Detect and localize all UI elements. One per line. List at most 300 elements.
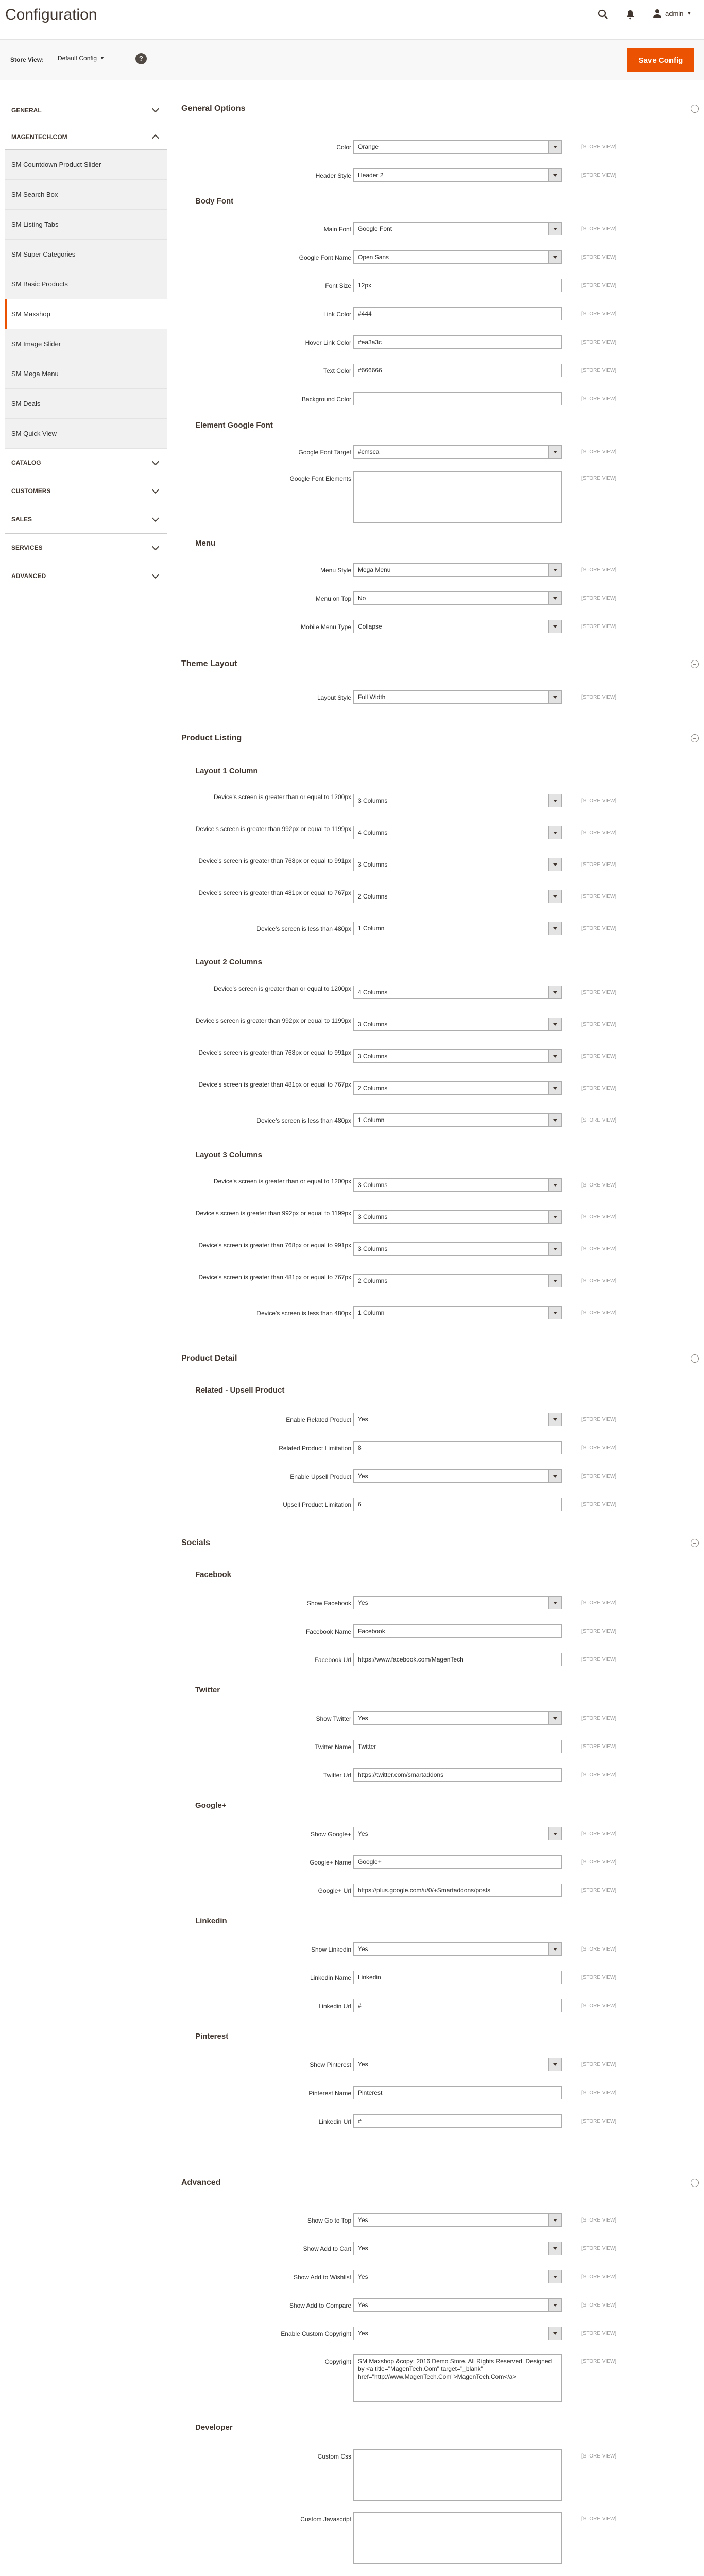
scope-label: [STORE VIEW] xyxy=(581,311,617,317)
linkedin-url-input[interactable]: # xyxy=(353,1999,562,2012)
menu-style-select[interactable] xyxy=(353,563,562,577)
section-socials[interactable] xyxy=(181,1538,699,1548)
caret-down-icon xyxy=(553,1087,557,1090)
select-value: Header 2 xyxy=(358,172,384,179)
field-label: Enable Upsell Product xyxy=(290,1473,351,1480)
go-to-top-select[interactable] xyxy=(353,2213,562,2227)
page-header xyxy=(0,0,704,35)
collapse-icon xyxy=(691,734,699,742)
scope-label: [STORE VIEW] xyxy=(581,1657,617,1663)
select-value: 4 Columns xyxy=(358,989,388,996)
field-label: Show Google+ xyxy=(310,1831,351,1838)
scope-label: [STORE VIEW] xyxy=(581,2331,617,2336)
scope-label: [STORE VIEW] xyxy=(581,396,617,402)
field-label: Device's screen is greater than 768px or equal to 991px xyxy=(198,1242,351,1249)
field-label: Hover Link Color xyxy=(305,339,351,346)
show-pinterest-select[interactable] xyxy=(353,2058,562,2071)
select-value: Open Sans xyxy=(358,253,389,261)
scope-label: [STORE VIEW] xyxy=(581,624,617,630)
field-label: Device's screen is greater than 992px or equal to 1199px xyxy=(195,825,351,833)
field-label: Device's screen is greater than 481px or equal to 767px xyxy=(198,1274,351,1281)
select-value: Yes xyxy=(358,2330,368,2337)
layout-style-select[interactable] xyxy=(353,690,562,704)
field-label: Google Font Name xyxy=(299,254,351,261)
scope-label: [STORE VIEW] xyxy=(581,2003,617,2009)
caret-down-icon xyxy=(553,832,557,834)
header-style-select[interactable] xyxy=(353,168,562,182)
scope-label: [STORE VIEW] xyxy=(581,1859,617,1865)
text-color-input[interactable]: #666666 xyxy=(353,364,562,377)
field-label: Linkedin Name xyxy=(310,1974,351,1981)
config-sidebar xyxy=(5,96,167,590)
scope-label: [STORE VIEW] xyxy=(581,2359,617,2364)
select-value: 2 Columns xyxy=(358,1084,388,1092)
sidebar-item[interactable]: SM Countdown Product Slider xyxy=(5,150,167,180)
section-product-listing[interactable] xyxy=(181,734,699,743)
user-name: admin xyxy=(665,9,684,18)
sidebar-item[interactable]: SM Mega Menu xyxy=(5,359,167,389)
field-label: Link Color xyxy=(323,311,351,318)
scope-label: [STORE VIEW] xyxy=(581,990,617,995)
select-value: Full Width xyxy=(358,693,386,701)
sidebar-section-label: ADVANCED xyxy=(11,572,46,580)
scope-label: [STORE VIEW] xyxy=(581,255,617,260)
field-label: Device's screen is greater than or equal to 1200px xyxy=(213,985,351,992)
field-label: Device's screen is greater than 768px or equal to 991px xyxy=(198,857,351,865)
section-general-options[interactable] xyxy=(181,104,699,113)
add-to-wishlist-select[interactable] xyxy=(353,2270,562,2283)
l2-device-0-select[interactable] xyxy=(353,986,562,999)
scope-label: [STORE VIEW] xyxy=(581,1831,617,1837)
caret-down-icon xyxy=(553,1418,557,1421)
menu-on-top-select[interactable] xyxy=(353,591,562,605)
section-title: Socials xyxy=(181,1538,211,1547)
sidebar-section-catalog[interactable] xyxy=(5,449,167,477)
caret-down-icon xyxy=(553,1948,557,1951)
caret-down-icon xyxy=(553,1717,557,1720)
sidebar-section-label: CATALOG xyxy=(11,459,41,466)
scope-label: [STORE VIEW] xyxy=(581,567,617,573)
scope-label: [STORE VIEW] xyxy=(581,2246,617,2251)
caret-down-icon: ▼ xyxy=(100,56,105,61)
select-value: 3 Columns xyxy=(358,1181,388,1189)
sidebar-section-advanced[interactable] xyxy=(5,562,167,590)
scope-label: [STORE VIEW] xyxy=(581,2302,617,2308)
scope-label: [STORE VIEW] xyxy=(581,1086,617,1091)
field-label: Device's screen is less than 480px xyxy=(256,925,351,933)
caret-down-icon xyxy=(553,991,557,994)
group-title: Body Font xyxy=(195,197,234,206)
collapse-icon xyxy=(691,1354,699,1363)
scope-label: [STORE VIEW] xyxy=(581,2062,617,2067)
caret-down-icon xyxy=(553,256,557,259)
field-label: Menu on Top xyxy=(315,595,351,602)
l1-device-4-select[interactable] xyxy=(353,922,562,935)
store-view-switcher[interactable] xyxy=(58,55,105,62)
scope-label: [STORE VIEW] xyxy=(581,830,617,836)
select-value: 1 Column xyxy=(358,925,385,932)
sidebar-section-services[interactable] xyxy=(5,534,167,562)
field-label: Pinterest Name xyxy=(308,2090,351,2097)
field-label: Device's screen is greater than or equal to 1200px xyxy=(213,793,351,801)
scope-label: [STORE VIEW] xyxy=(581,2090,617,2096)
chevron-down-icon: ▼ xyxy=(686,11,692,16)
l3-device-3-select[interactable] xyxy=(353,1274,562,1287)
scope-label: [STORE VIEW] xyxy=(581,283,617,289)
sidebar-item[interactable]: SM Image Slider xyxy=(5,329,167,359)
group-title: Layout 2 Columns xyxy=(195,958,263,967)
scope-label: [STORE VIEW] xyxy=(581,1214,617,1220)
select-value: Yes xyxy=(358,1945,368,1953)
color-select[interactable] xyxy=(353,140,562,154)
field-label: Device's screen is greater than 481px or equal to 767px xyxy=(198,1081,351,1088)
l3-device-4-select[interactable] xyxy=(353,1306,562,1319)
select-value: Mega Menu xyxy=(358,566,391,573)
caret-down-icon xyxy=(553,927,557,930)
field-label: Facebook Url xyxy=(314,1656,351,1664)
select-value: Google Font xyxy=(358,225,392,232)
field-label: Show Pinterest xyxy=(310,2061,351,2069)
enable-related-select[interactable] xyxy=(353,1413,562,1426)
scope-label: [STORE VIEW] xyxy=(581,449,617,455)
select-value: 1 Column xyxy=(358,1309,385,1316)
twitter-url-input[interactable]: https://twitter.com/smartaddons xyxy=(353,1768,562,1782)
scope-label: [STORE VIEW] xyxy=(581,1716,617,1721)
group-title: Related - Upsell Product xyxy=(195,1386,285,1395)
section-theme-layout[interactable] xyxy=(181,659,699,669)
caret-down-icon xyxy=(553,451,557,453)
caret-down-icon xyxy=(553,1248,557,1250)
hover-link-color-input[interactable]: #ea3a3c xyxy=(353,335,562,349)
caret-down-icon xyxy=(553,863,557,866)
scope-label: [STORE VIEW] xyxy=(581,368,617,374)
caret-down-icon xyxy=(553,174,557,177)
group-title: Google+ xyxy=(195,1801,227,1810)
caret-down-icon xyxy=(553,2304,557,2307)
sidebar-item[interactable]: SM Search Box xyxy=(5,180,167,210)
select-value: Yes xyxy=(358,2245,368,2252)
field-label: Font Size xyxy=(325,282,351,290)
collapse-icon xyxy=(691,105,699,113)
field-label: Device's screen is greater than 992px or equal to 1199px xyxy=(195,1017,351,1024)
select-value: Yes xyxy=(358,1599,368,1606)
custom-copyright-select[interactable] xyxy=(353,2327,562,2340)
section-title: Product Listing xyxy=(181,734,242,742)
group-title: Developer xyxy=(195,2423,233,2432)
help-icon[interactable]: ? xyxy=(135,53,147,64)
google-font-name-select[interactable] xyxy=(353,250,562,264)
save-config-button[interactable]: Save Config xyxy=(627,48,694,72)
select-value: 1 Column xyxy=(358,1116,385,1124)
mobile-menu-type-select[interactable] xyxy=(353,620,562,633)
scope-label: [STORE VIEW] xyxy=(581,2274,617,2280)
scope-label: [STORE VIEW] xyxy=(581,1022,617,1027)
caret-down-icon xyxy=(553,146,557,148)
copyright-textarea[interactable]: SM Maxshop &copy; 2016 Demo Store. All Rights Reserved. Designed by <a title="MagenTech.Com" target="_blank" href="http://www.MagenTech.Com">MagenTech.Com</a> xyxy=(353,2354,562,2402)
field-label: Device's screen is greater than 992px or equal to 1199px xyxy=(195,1210,351,1217)
field-label: Enable Related Product xyxy=(286,1416,351,1423)
pinterest-url-input[interactable]: # xyxy=(353,2114,562,2128)
scope-label: [STORE VIEW] xyxy=(581,144,617,150)
google-name-input[interactable]: Google+ xyxy=(353,1855,562,1869)
group-title: Linkedin xyxy=(195,1917,227,1925)
field-label: Show Twitter xyxy=(316,1715,351,1722)
scope-label: [STORE VIEW] xyxy=(581,596,617,601)
l1-device-1-select[interactable] xyxy=(353,826,562,839)
field-label: Mobile Menu Type xyxy=(301,623,351,631)
field-label: Main Font xyxy=(323,226,351,233)
sidebar-section-label: GENERAL xyxy=(11,106,42,114)
field-label: Color xyxy=(336,144,351,151)
select-value: Collapse xyxy=(358,623,382,630)
field-label: Twitter Url xyxy=(323,1772,351,1779)
caret-down-icon xyxy=(553,2063,557,2066)
section-product-detail[interactable] xyxy=(181,1354,699,1363)
scope-label: [STORE VIEW] xyxy=(581,1445,617,1451)
page-title: Configuration xyxy=(5,6,97,23)
caret-down-icon xyxy=(553,1055,557,1058)
chevron-down-icon xyxy=(152,571,159,578)
field-label: Show Facebook xyxy=(306,1600,351,1607)
field-label: Device's screen is less than 480px xyxy=(256,1310,351,1317)
add-to-cart-select[interactable] xyxy=(353,2242,562,2255)
facebook-url-input[interactable]: https://www.facebook.com/MagenTech xyxy=(353,1653,562,1666)
sidebar-item[interactable]: SM Listing Tabs xyxy=(5,210,167,240)
caret-down-icon xyxy=(553,569,557,571)
google-font-target-select[interactable] xyxy=(353,445,562,459)
section-title: Product Detail xyxy=(181,1354,237,1363)
select-value: 2 Columns xyxy=(358,1277,388,1284)
chevron-up-icon xyxy=(152,134,159,142)
l3-device-0-select[interactable] xyxy=(353,1178,562,1192)
scope-label: [STORE VIEW] xyxy=(581,1310,617,1316)
caret-down-icon xyxy=(553,1119,557,1122)
caret-down-icon xyxy=(553,2247,557,2250)
caret-down-icon xyxy=(553,1023,557,1026)
field-label: Custom Css xyxy=(317,2453,351,2460)
select-value: Yes xyxy=(358,2216,368,2224)
field-label: Related Product Limitation xyxy=(279,1445,351,1452)
l2-device-1-select[interactable] xyxy=(353,1018,562,1031)
show-twitter-select[interactable] xyxy=(353,1711,562,1725)
section-title: Theme Layout xyxy=(181,659,237,668)
chevron-down-icon xyxy=(152,486,159,493)
collapse-icon xyxy=(691,2179,699,2187)
link-color-input[interactable]: #444 xyxy=(353,307,562,320)
select-value: Yes xyxy=(358,2273,368,2280)
select-value: Yes xyxy=(358,1830,368,1837)
chevron-down-icon xyxy=(152,457,159,465)
sidebar-item[interactable]: SM Super Categories xyxy=(5,240,167,269)
field-label: Linkedin Url xyxy=(318,2003,351,2010)
field-label: Google Font Elements xyxy=(289,475,351,482)
field-label: Copyright xyxy=(324,2358,351,2365)
group-title: Twitter xyxy=(195,1686,220,1694)
l2-device-4-select[interactable] xyxy=(353,1113,562,1127)
select-value: 4 Columns xyxy=(358,829,388,836)
field-label: Upsell Product Limitation xyxy=(283,1501,351,1509)
caret-down-icon xyxy=(553,1184,557,1187)
select-value: Yes xyxy=(358,1472,368,1480)
field-label: Device's screen is greater than 768px or equal to 991px xyxy=(198,1049,351,1056)
show-google-select[interactable] xyxy=(353,1827,562,1840)
group-title: Element Google Font xyxy=(195,421,273,430)
scope-label: [STORE VIEW] xyxy=(581,1182,617,1188)
field-label: Layout Style xyxy=(317,694,351,701)
sidebar-section-customers[interactable] xyxy=(5,477,167,505)
field-label: Device's screen is greater than or equal to 1200px xyxy=(213,1178,351,1185)
scope-label: [STORE VIEW] xyxy=(581,476,617,481)
sidebar-section-general[interactable] xyxy=(5,96,167,124)
scope-label: [STORE VIEW] xyxy=(581,1054,617,1059)
search-icon[interactable] xyxy=(597,8,609,21)
scope-label: [STORE VIEW] xyxy=(581,694,617,700)
scope-label: [STORE VIEW] xyxy=(581,1629,617,1634)
select-value: #cmsca xyxy=(358,448,380,455)
field-label: Enable Custom Copyright xyxy=(281,2330,351,2337)
caret-down-icon xyxy=(553,2276,557,2278)
group-title: Menu xyxy=(195,539,216,548)
scope-label: [STORE VIEW] xyxy=(581,1117,617,1123)
field-label: Facebook Name xyxy=(305,1628,351,1635)
caret-down-icon xyxy=(553,1833,557,1835)
scope-label: [STORE VIEW] xyxy=(581,2516,617,2522)
collapse-icon xyxy=(691,660,699,668)
related-limit-input[interactable]: 8 xyxy=(353,1441,562,1454)
l1-device-2-select[interactable] xyxy=(353,858,562,871)
custom-javascript-textarea[interactable] xyxy=(353,2512,562,2564)
show-facebook-select[interactable] xyxy=(353,1596,562,1609)
show-linkedin-select[interactable] xyxy=(353,1942,562,1956)
add-to-compare-select[interactable] xyxy=(353,2298,562,2312)
scope-label: [STORE VIEW] xyxy=(581,862,617,868)
google-url-input[interactable]: https://plus.google.com/u/0/+Smartaddons/posts xyxy=(353,1884,562,1897)
caret-down-icon xyxy=(553,228,557,230)
l3-device-1-select[interactable] xyxy=(353,1210,562,1224)
sidebar-section-sales[interactable] xyxy=(5,505,167,534)
background-color-input[interactable] xyxy=(353,392,562,405)
scope-label: [STORE VIEW] xyxy=(581,1502,617,1507)
l2-device-3-select[interactable] xyxy=(353,1081,562,1095)
field-label: Menu Style xyxy=(320,567,351,574)
caret-down-icon xyxy=(553,800,557,802)
section-title: Advanced xyxy=(181,2178,221,2187)
chevron-down-icon xyxy=(152,514,159,521)
scope-label: [STORE VIEW] xyxy=(581,894,617,900)
select-value: Yes xyxy=(358,2061,368,2068)
select-value: 3 Columns xyxy=(358,797,388,804)
scope-label: [STORE VIEW] xyxy=(581,926,617,931)
sidebar-section-label: SERVICES xyxy=(11,544,43,551)
caret-down-icon xyxy=(553,1475,557,1478)
sidebar-item[interactable]: SM Quick View xyxy=(5,419,167,449)
select-value: 3 Columns xyxy=(358,1053,388,1060)
field-label: Linkedin Url xyxy=(318,2118,351,2125)
field-label: Device's screen is greater than 481px or equal to 767px xyxy=(198,889,351,896)
scope-label: [STORE VIEW] xyxy=(581,1600,617,1606)
select-value: Orange xyxy=(358,143,379,150)
scope-label: [STORE VIEW] xyxy=(581,798,617,804)
caret-down-icon xyxy=(553,625,557,628)
caret-down-icon xyxy=(553,597,557,600)
l2-device-2-select[interactable] xyxy=(353,1049,562,1063)
sidebar-item[interactable]: SM Deals xyxy=(5,389,167,419)
sidebar-section-label: MAGENTECH.COM xyxy=(11,133,67,141)
sidebar-item[interactable]: SM Basic Products xyxy=(5,269,167,299)
scope-label: [STORE VIEW] xyxy=(581,2119,617,2124)
select-value: Yes xyxy=(358,2301,368,2309)
scope-label: [STORE VIEW] xyxy=(581,340,617,345)
group-title: Layout 1 Column xyxy=(195,767,258,775)
section-advanced[interactable] xyxy=(181,2178,699,2188)
caret-down-icon xyxy=(553,2332,557,2335)
group-title: Pinterest xyxy=(195,2032,229,2041)
caret-down-icon xyxy=(553,2219,557,2222)
chevron-down-icon xyxy=(152,105,159,112)
enable-upsell-select[interactable] xyxy=(353,1469,562,1483)
google-font-elements-textarea[interactable] xyxy=(353,471,562,523)
field-label: Show Add to Cart xyxy=(303,2245,351,2252)
scope-label: [STORE VIEW] xyxy=(581,1246,617,1252)
select-value: 2 Columns xyxy=(358,893,388,900)
field-label: Show Go to Top xyxy=(307,2217,351,2224)
main-font-select[interactable] xyxy=(353,222,562,235)
field-label: Twitter Name xyxy=(315,1743,351,1751)
twitter-name-input[interactable]: Twitter xyxy=(353,1740,562,1753)
store-view-bar xyxy=(0,39,704,80)
linkedin-name-input[interactable]: Linkedin xyxy=(353,1971,562,1984)
select-value: 3 Columns xyxy=(358,1021,388,1028)
scope-label: [STORE VIEW] xyxy=(581,1772,617,1778)
sidebar-section-magentech[interactable] xyxy=(5,124,167,150)
scope-label: [STORE VIEW] xyxy=(581,2217,617,2223)
caret-down-icon xyxy=(553,696,557,699)
store-view-label: Store View: xyxy=(10,56,44,63)
l1-device-0-select[interactable] xyxy=(353,794,562,807)
user-menu[interactable] xyxy=(652,8,691,19)
scope-label: [STORE VIEW] xyxy=(581,173,617,178)
custom-css-textarea[interactable] xyxy=(353,2449,562,2501)
pinterest-name-input[interactable]: Pinterest xyxy=(353,2086,562,2099)
field-label: Show Linkedin xyxy=(311,1946,351,1953)
field-label: Device's screen is less than 480px xyxy=(256,1117,351,1124)
l3-device-2-select[interactable] xyxy=(353,1242,562,1256)
font-size-input[interactable]: 12px xyxy=(353,279,562,292)
section-title: General Options xyxy=(181,104,246,113)
scope-label: [STORE VIEW] xyxy=(581,1278,617,1284)
field-label: Text Color xyxy=(323,367,351,375)
caret-down-icon xyxy=(553,895,557,898)
facebook-name-input[interactable]: Facebook xyxy=(353,1624,562,1638)
field-label: Background Color xyxy=(301,396,351,403)
sidebar-item-active[interactable]: SM Maxshop xyxy=(5,299,167,329)
user-icon xyxy=(652,8,662,19)
select-value: 3 Columns xyxy=(358,861,388,868)
field-label: Google+ Name xyxy=(309,1859,351,1866)
select-value: Yes xyxy=(358,1416,368,1423)
upsell-limit-input[interactable]: 6 xyxy=(353,1498,562,1511)
l1-device-3-select[interactable] xyxy=(353,890,562,903)
field-label: Show Add to Wishlist xyxy=(293,2274,351,2281)
chevron-down-icon xyxy=(152,543,159,550)
scope-label: [STORE VIEW] xyxy=(581,2453,617,2459)
bell-icon[interactable] xyxy=(624,8,637,21)
group-title: Layout 3 Columns xyxy=(195,1150,263,1159)
scope-label: [STORE VIEW] xyxy=(581,1975,617,1980)
field-label: Custom Javascript xyxy=(300,2516,351,2523)
caret-down-icon xyxy=(553,1602,557,1604)
sidebar-items xyxy=(5,150,167,449)
